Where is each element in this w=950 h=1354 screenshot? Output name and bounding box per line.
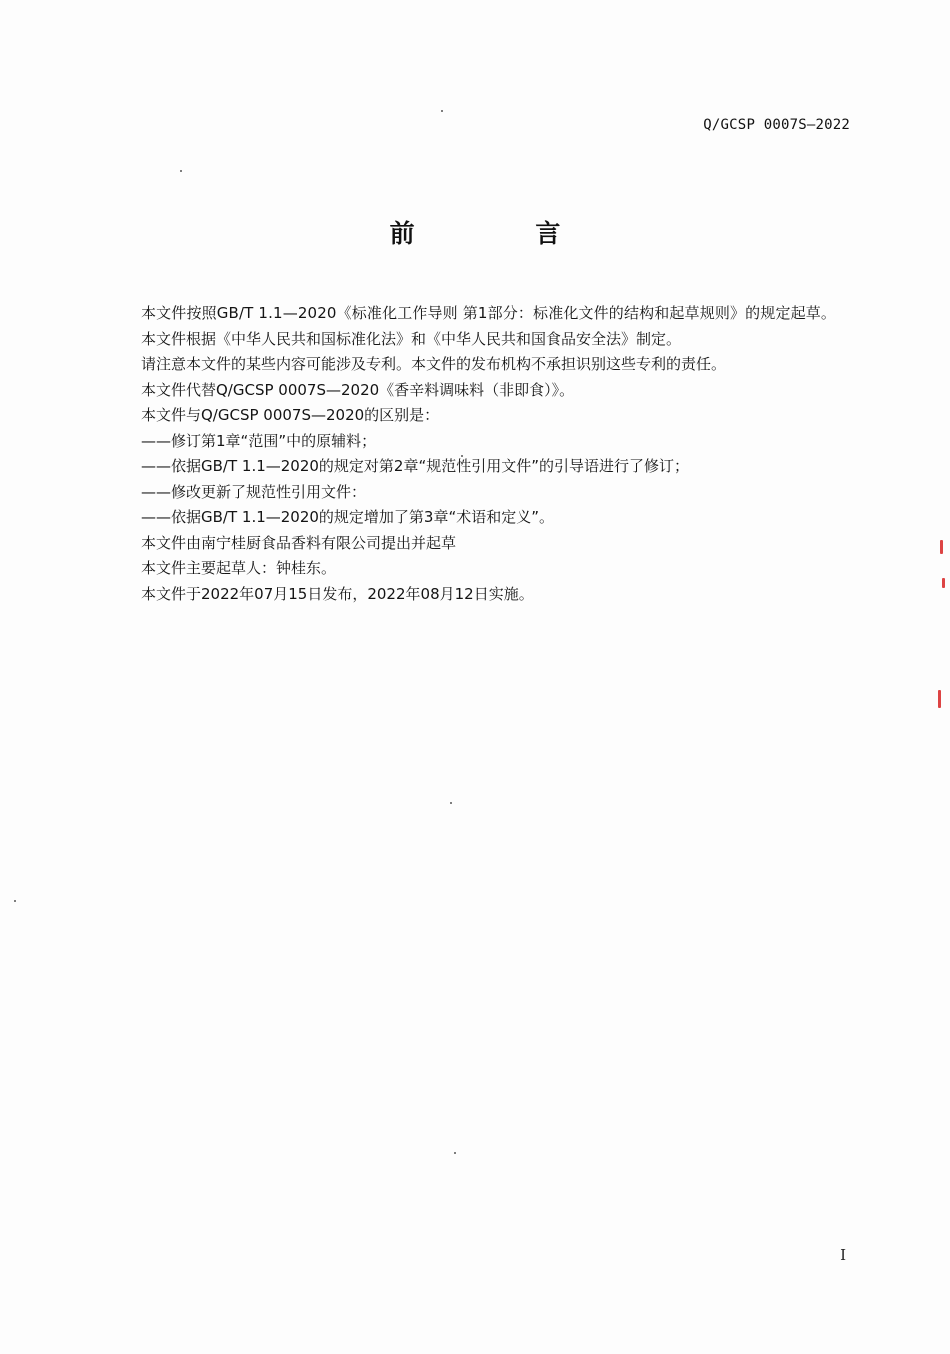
scan-speck	[441, 110, 443, 112]
scan-speck	[180, 170, 182, 172]
paragraph-proposer: 本文件由南宁桂厨食品香料有限公司提出并起草	[141, 533, 457, 552]
scan-red-mark	[942, 578, 945, 588]
scan-speck	[454, 1152, 456, 1154]
scan-red-mark	[940, 540, 943, 554]
foreword-body	[110, 301, 858, 607]
page-number: I	[840, 1246, 846, 1264]
scan-speck	[461, 455, 463, 457]
list-item-difference-3: ——修改更新了规范性引用文件：	[141, 482, 367, 501]
paragraph-patent-notice: 请注意本文件的某些内容可能涉及专利。本文件的发布机构不承担识别这些专利的责任。	[141, 355, 727, 373]
paragraph-replaces: 本文件代替Q/GCSP 0007S—2020《香辛料调味料（非即食）》。	[141, 380, 575, 399]
scan-speck	[14, 900, 16, 902]
list-item-difference-4: ——依据GB/T 1.1—2020的规定增加了第3章“术语和定义”。	[141, 508, 555, 526]
paragraph-drafting-basis: 本文件按照GB/T 1.1—2020《标准化工作导则 第1部分：标准化文件的结构和起草规则》的规定起草。	[141, 304, 837, 322]
list-item-difference-1: ——修订第1章“范围”中的原辅料；	[141, 431, 377, 450]
paragraph-differences-intro: 本文件与Q/GCSP 0007S—2020的区别是：	[141, 406, 440, 424]
paragraph-drafters: 本文件主要起草人：钟桂东。	[141, 559, 337, 577]
paragraph-dates: 本文件于2022年07月15日发布，2022年08月12日实施。	[141, 584, 534, 603]
document-code: Q/GCSP 0007S—2022	[703, 117, 850, 133]
scan-speck	[450, 802, 452, 804]
page-title: 前 言	[389, 219, 617, 248]
paragraph-legal-basis: 本文件根据《中华人民共和国标准化法》和《中华人民共和国食品安全法》制定。	[141, 329, 682, 348]
list-item-difference-2: ——依据GB/T 1.1—2020的规定对第2章“规范性引用文件”的引导语进行了修订；	[141, 457, 690, 475]
scan-red-mark	[938, 690, 941, 708]
